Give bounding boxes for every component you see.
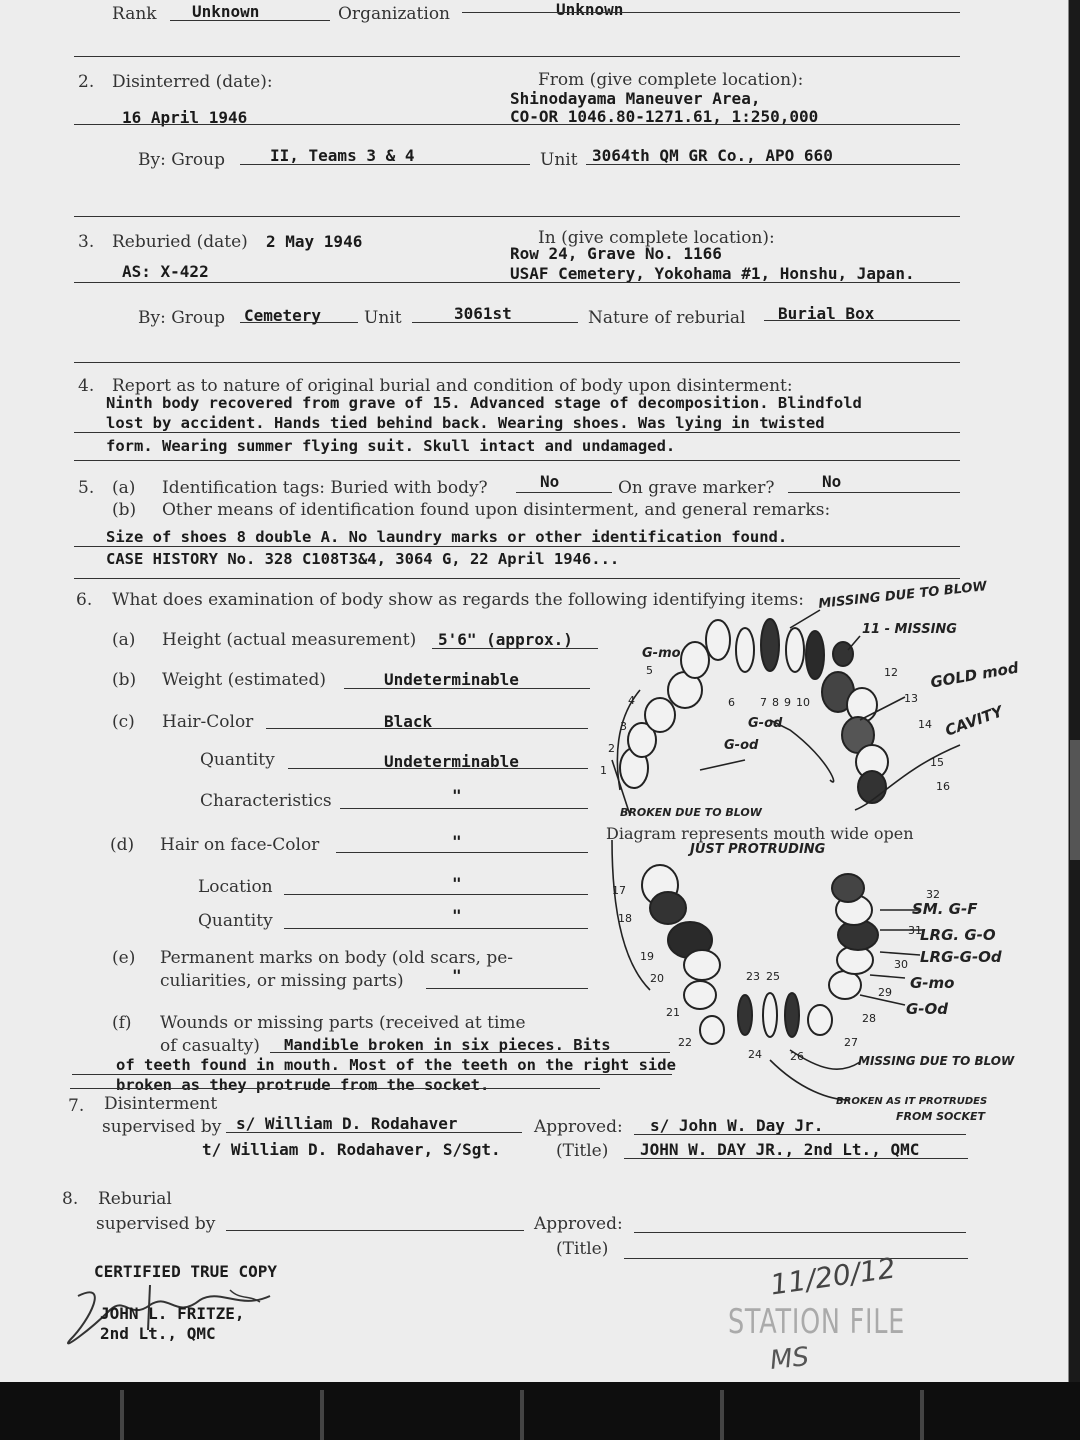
permanent-marks-label-2: culiarities, or missing parts): [160, 971, 404, 991]
note-cavity: CAVITY: [942, 702, 1006, 740]
sub-letter: (a): [112, 630, 136, 650]
reburied-date: 2 May 1946: [266, 232, 363, 251]
approver-title: JOHN W. DAY JR., 2nd Lt., QMC: [640, 1140, 920, 1159]
unit-value: 3061st: [454, 304, 512, 323]
quantity-label: Quantity: [200, 750, 275, 770]
disinterred-date: 16 April 1946: [122, 108, 248, 127]
rank-value: Unknown: [192, 2, 260, 21]
from-location-1: Shinodayama Maneuver Area,: [510, 89, 761, 108]
report-line-2: lost by accident. Hands tied behind back. Wearing shoes. Was lying in twisted: [106, 414, 825, 432]
wounds-label-1: Wounds or missing parts (received at time: [160, 1013, 526, 1033]
tooth-number: 22: [678, 1036, 692, 1049]
wounds-value-3: broken as they protrude from the socket.: [116, 1076, 490, 1094]
tooth-number: 4: [628, 694, 635, 707]
tooth-number: 1: [600, 764, 607, 777]
tooth-number: 29: [878, 986, 892, 999]
as-value: AS: X-422: [122, 262, 209, 281]
in-location-2: USAF Cemetery, Yokohama #1, Honshu, Japan.: [510, 264, 915, 283]
tooth-number: 5: [646, 664, 653, 677]
section-number: 6.: [76, 590, 93, 610]
note-lrg-god: LRG-G-Od: [920, 948, 1002, 966]
location-label: Location: [198, 877, 273, 897]
section-number: 4.: [78, 376, 95, 396]
wounds-label-2: of casualty): [160, 1036, 260, 1056]
from-label: From (give complete location):: [538, 70, 804, 90]
hair-face-value: ": [452, 832, 462, 851]
note-missing-blow-lower: MISSING DUE TO BLOW: [858, 1054, 1015, 1068]
in-label: In (give complete location):: [538, 228, 775, 248]
height-label: Height (actual measurement): [162, 630, 417, 650]
background-stripe: [520, 1390, 524, 1440]
examination-label: What does examination of body show as regards the following identifying items:: [112, 590, 804, 610]
note-g-od-b: G-od: [724, 738, 759, 753]
disinterred-label: Disinterred (date):: [112, 72, 273, 92]
unit-label: Unit: [364, 308, 402, 328]
section-number: 5.: [78, 478, 95, 498]
tooth-number: 17: [612, 884, 626, 897]
reburial-label: Reburial: [98, 1189, 172, 1209]
tooth-number: 8: [772, 696, 779, 709]
supervisor-signature: s/ William D. Rodahaver: [236, 1114, 458, 1133]
background-stripe: [320, 1390, 324, 1440]
approver-signature: s/ John W. Day Jr.: [650, 1116, 824, 1135]
other-means-label: Other means of identification found upon disinterment, and general remarks:: [162, 500, 831, 520]
handwritten-initials: MS: [768, 1342, 811, 1376]
wounds-value-1: Mandible broken in six pieces. Bits: [284, 1036, 611, 1054]
grave-marker-value: No: [822, 472, 842, 491]
supervisor-name: t/ William D. Rodahaver, S/Sgt.: [202, 1140, 501, 1159]
supervised-label: supervised by: [102, 1117, 222, 1137]
tooth-number: 19: [640, 950, 654, 963]
title-label: (Title): [556, 1141, 609, 1161]
tooth-number: 15: [930, 756, 944, 769]
report-line-3: form. Wearing summer flying suit. Skull intact and undamaged.: [106, 437, 676, 455]
sub-letter: (a): [112, 478, 136, 498]
tooth-number: 26: [790, 1050, 804, 1063]
handwritten-date: 11/20/12: [768, 1251, 898, 1302]
disinterment-label: Disinterment: [104, 1094, 218, 1114]
note-broken-socket-1: BROKEN AS IT PROTRUDES: [836, 1096, 988, 1107]
tooth-number: 23: [746, 970, 760, 983]
by-group-label: By: Group: [138, 150, 226, 170]
section-number: 3.: [78, 232, 95, 252]
tooth-number: 20: [650, 972, 664, 985]
nature-value: Burial Box: [778, 304, 875, 323]
hair-color-value: Black: [384, 712, 433, 731]
diagram-caption: Diagram represents mouth wide open: [606, 824, 914, 843]
tooth-number: 24: [748, 1048, 762, 1061]
note-broken-socket-2: FROM SOCKET: [896, 1110, 985, 1123]
quantity-value: Undeterminable: [384, 752, 519, 771]
unit-label: Unit: [540, 150, 578, 170]
reburial-supervised-label: supervised by: [96, 1214, 216, 1234]
tooth-number: 2: [608, 742, 615, 755]
sub-letter: (d): [110, 835, 135, 855]
reburied-label: Reburied (date): [112, 232, 248, 252]
tooth-number: 27: [844, 1036, 858, 1049]
section-number: 2.: [78, 72, 95, 92]
id-tags-label: Identification tags: Buried with body?: [162, 478, 488, 498]
tooth-number: 28: [862, 1012, 876, 1025]
tooth-number: 12: [884, 666, 898, 679]
note-just-protruding: JUST PROTRUDING: [690, 842, 826, 857]
hair-face-label: Hair on face-Color: [160, 835, 320, 855]
tooth-number: 18: [618, 912, 632, 925]
tooth-number: 13: [904, 692, 918, 705]
note-g-od-a: G-od: [748, 716, 783, 731]
note-g-mo: G-mo: [642, 646, 681, 661]
characteristics-value: ": [452, 786, 462, 805]
tooth-number: 21: [666, 1006, 680, 1019]
section-number: 7.: [68, 1096, 85, 1116]
nature-label: Nature of reburial: [588, 308, 746, 328]
face-quantity-value: ": [452, 906, 462, 925]
by-group-value: II, Teams 3 & 4: [270, 146, 415, 165]
rank-label: Rank: [112, 4, 157, 24]
hair-color-label: Hair-Color: [162, 712, 254, 732]
tooth-number: 9: [784, 696, 791, 709]
note-broken-blow: BROKEN DUE TO BLOW: [620, 806, 762, 819]
permanent-marks-label-1: Permanent marks on body (old scars, pe-: [160, 948, 514, 968]
signer-rank: 2nd Lt., QMC: [100, 1324, 216, 1343]
note-g-mo-lower: G-mo: [910, 974, 955, 992]
report-label: Report as to nature of original burial and condition of body upon disinterment:: [112, 376, 793, 396]
tooth-number: 31: [908, 924, 922, 937]
sub-letter: (b): [112, 670, 137, 690]
station-file-stamp: STATION FILE: [728, 1302, 906, 1342]
signer-name: JOHN L. FRITZE,: [100, 1304, 245, 1323]
by-group-label: By: Group: [138, 308, 226, 328]
background-edge: [1070, 740, 1080, 860]
tooth-number: 14: [918, 718, 932, 731]
sub-letter: (c): [112, 712, 135, 732]
tooth-number: 30: [894, 958, 908, 971]
note-lrg-go: LRG. G-O: [920, 926, 996, 944]
by-group-value: Cemetery: [244, 306, 322, 325]
note-gold-mod: GOLD mod: [929, 658, 1020, 692]
characteristics-label: Characteristics: [200, 791, 332, 811]
certified-true-copy: CERTIFIED TRUE COPY: [94, 1262, 278, 1281]
tooth-number: 10: [796, 696, 810, 709]
background-stripe: [120, 1390, 124, 1440]
location-value: ": [452, 874, 462, 893]
in-location-1: Row 24, Grave No. 1166: [510, 244, 722, 263]
tooth-number: 6: [728, 696, 735, 709]
remarks-line-2: CASE HISTORY No. 328 C108T3&4, 3064 G, 22 April 1946...: [106, 550, 620, 568]
permanent-marks-value: ": [452, 966, 462, 985]
sub-letter: (e): [112, 948, 136, 968]
tooth-number: 32: [926, 888, 940, 901]
tooth-number: 16: [936, 780, 950, 793]
face-quantity-label: Quantity: [198, 911, 273, 931]
weight-value: Undeterminable: [384, 670, 519, 689]
tooth-number: 7: [760, 696, 767, 709]
organization-value: Unknown: [556, 0, 624, 19]
background-stripe: [720, 1390, 724, 1440]
remarks-line-1: Size of shoes 8 double A. No laundry marks or other identification found.: [106, 528, 788, 546]
id-tags-value: No: [540, 472, 560, 491]
from-location-2: CO-OR 1046.80-1271.61, 1:250,000: [510, 107, 819, 126]
sub-letter: (b): [112, 500, 137, 520]
unit-value: 3064th QM GR Co., APO 660: [592, 146, 833, 165]
tooth-number: 3: [620, 720, 627, 733]
height-value: 5'6" (approx.): [438, 630, 573, 649]
note-sm-gf: SM. G-F: [912, 900, 978, 918]
tooth-number: 25: [766, 970, 780, 983]
sub-letter: (f): [112, 1013, 132, 1033]
grave-marker-label: On grave marker?: [618, 478, 775, 498]
section-number: 8.: [62, 1189, 79, 1209]
reburial-approved-label: Approved:: [534, 1214, 623, 1234]
note-g-od-lower: G-Od: [906, 1000, 949, 1018]
weight-label: Weight (estimated): [162, 670, 326, 690]
note-missing: 11 - MISSING: [862, 622, 957, 637]
note-missing-blow: MISSING DUE TO BLOW: [817, 579, 988, 612]
approved-label: Approved:: [534, 1117, 623, 1137]
organization-label: Organization: [338, 4, 451, 24]
wounds-value-2: of teeth found in mouth. Most of the teeth on the right side: [116, 1056, 676, 1074]
reburial-title-label: (Title): [556, 1239, 609, 1259]
background-stripe: [920, 1390, 924, 1440]
report-line-1: Ninth body recovered from grave of 15. Advanced stage of decomposition. Blindfold: [106, 394, 862, 412]
